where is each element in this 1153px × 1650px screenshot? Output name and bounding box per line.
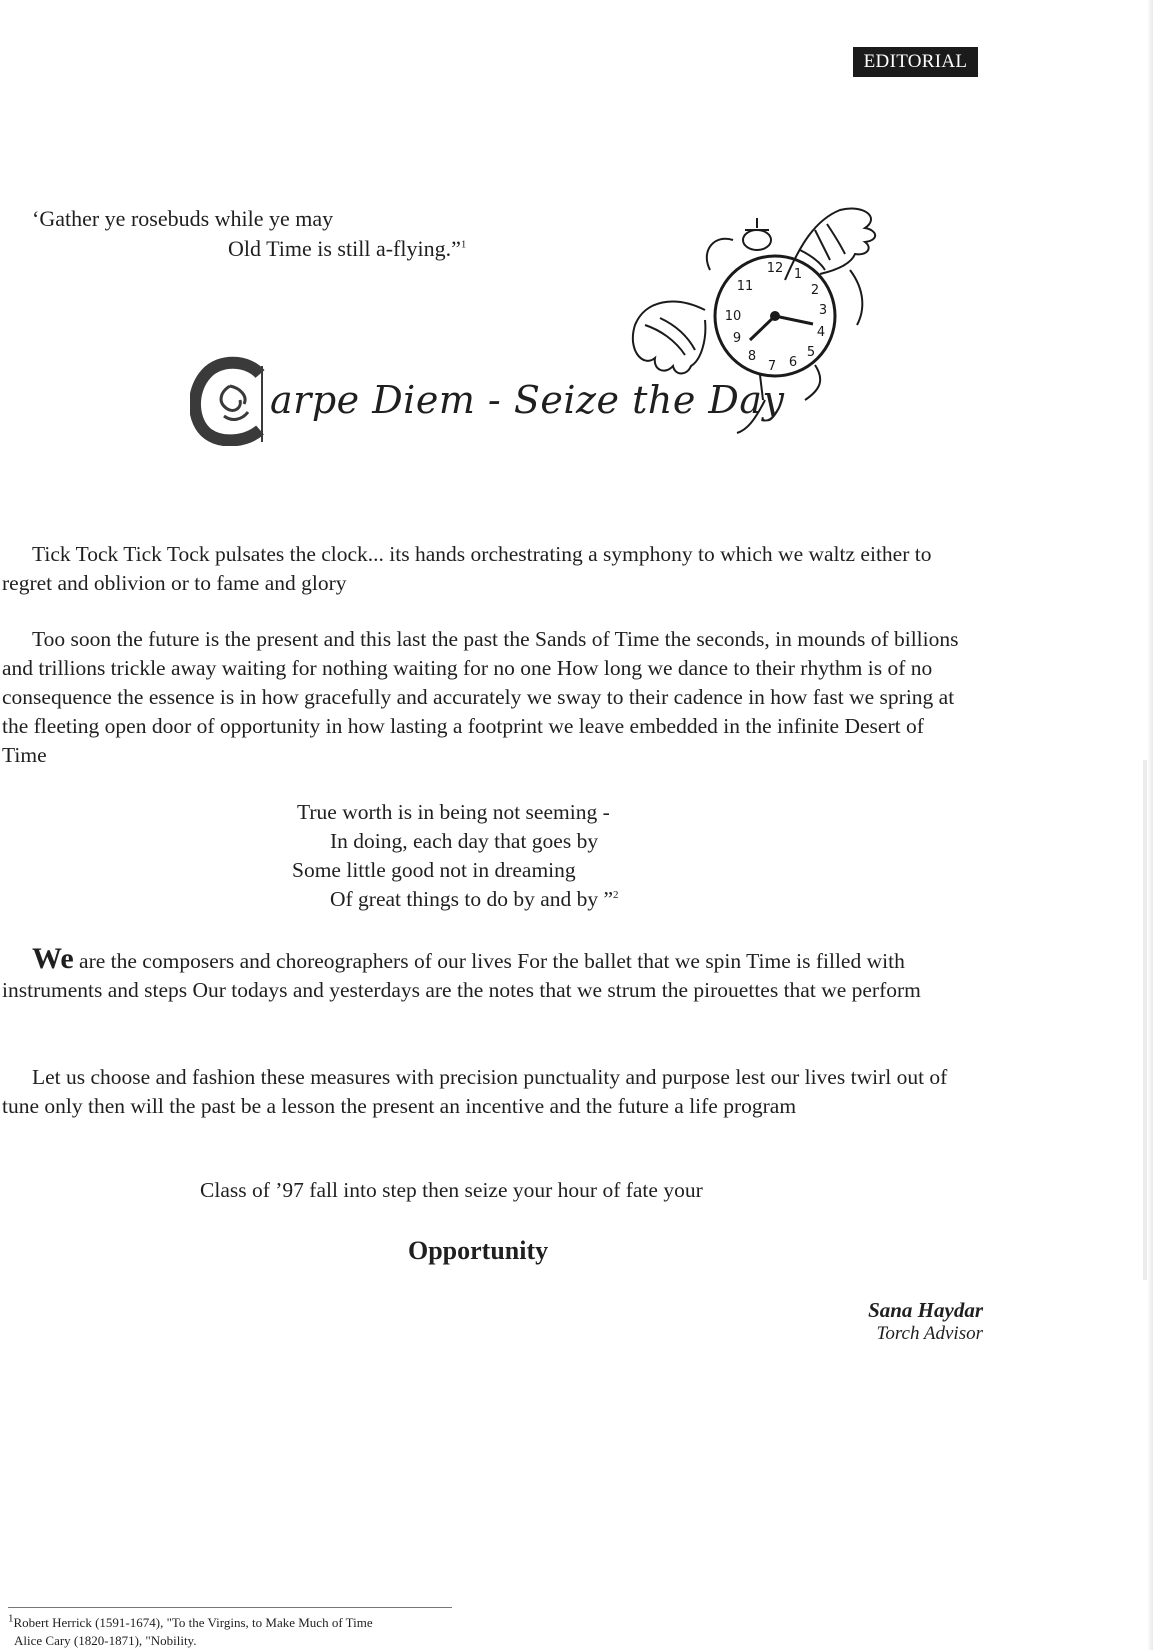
clock-numeral: 12 — [766, 261, 784, 276]
footnote-1-text: Robert Herrick (1591-1674), "To the Virgins, to Make Much of Time — [13, 1615, 373, 1630]
article-title — [190, 356, 785, 446]
paragraph-2 — [2, 625, 962, 770]
author-name: Sana Haydar — [868, 1298, 983, 1322]
clock-numeral: 9 — [732, 331, 742, 346]
clock-numeral: 6 — [788, 355, 798, 370]
clock-numeral: 3 — [818, 303, 828, 318]
clock-numeral: 2 — [810, 283, 820, 298]
footnote-ref-2: 2 — [613, 888, 619, 901]
clock-numeral: 8 — [747, 349, 757, 364]
paragraph-1-text: Tick Tock Tick Tock pulsates the clock... its hands orchestrating a symphony to which we waltz either to regret and oblivion or to fame and glory — [2, 542, 932, 595]
author-role: Torch Advisor — [876, 1323, 983, 1344]
paragraph-4-text: Let us choose and fashion these measures with precision punctuality and purpose lest our lives twirl out of tune only then will the past be a lesson the present an incentive and the future a life program — [2, 1065, 948, 1118]
footnote-1-marker: 1 — [8, 1612, 14, 1625]
ornamental-drop-cap — [190, 356, 270, 446]
paragraph-2-text: Too soon the future is the present and this last the past the Sands of Time the seconds, in mounds of billions and trillions trickle away waiting for nothing waiting for no one How long we dance to their rhythm is of no consequence the essence is in how gracefully and accurately we sway to their cadence in how fast we spring at the fleeting open door of opportunity in how lasting a footprint we leave embedded in the infinite Desert of Time — [2, 627, 959, 767]
paragraph-3-lead: We — [32, 942, 74, 975]
footnote-2: Alice Cary (1820-1871), "Nobility. — [14, 1633, 197, 1648]
footnote-ref-1: 1 — [460, 238, 467, 251]
epigraph-line-1: ‘Gather ye rosebuds while ye may — [32, 206, 334, 231]
epigraph-line-2 — [228, 236, 466, 262]
page-edge-shadow — [1147, 0, 1153, 1650]
paragraph-3-text: are the composers and choreographers of our lives For the ballet that we spin Time is filled with instruments and steps Our todays and yesterdays are the notes that we strum the pirouettes that we perform — [2, 949, 921, 1002]
section-badge: EDITORIAL — [853, 47, 978, 77]
paragraph-1 — [2, 540, 962, 598]
paragraph-4 — [2, 1063, 962, 1121]
poem-line-4-text: Of great things to do by and by ” — [330, 887, 614, 911]
title-text: arpe Diem - Seize the Day — [270, 378, 785, 422]
poem-line-3: Some little good not in dreaming — [292, 858, 576, 882]
page-edge-shadow — [1143, 760, 1147, 1280]
epigraph-line-2-text: Old Time is still a-flying.” — [228, 236, 461, 261]
clock-numeral: 4 — [816, 325, 826, 340]
clock-numeral: 1 — [793, 267, 803, 282]
clock-numeral: 5 — [806, 345, 816, 360]
footnote-divider — [8, 1607, 452, 1608]
clock-numeral: 10 — [724, 309, 742, 324]
clock-numeral: 7 — [767, 359, 777, 374]
poem-line-2: In doing, each day that goes by — [330, 829, 599, 853]
closing-line: Class of ’97 fall into step then seize your hour of fate your — [200, 1178, 703, 1202]
poem-line-4 — [330, 887, 619, 912]
paragraph-3 — [2, 944, 962, 1005]
clock-numeral: 11 — [736, 279, 754, 294]
footnote-1 — [8, 1612, 373, 1631]
poem-line-1: True worth is in being not seeming - — [297, 800, 610, 824]
signature-block — [868, 1298, 983, 1345]
opportunity-heading: Opportunity — [408, 1236, 549, 1265]
